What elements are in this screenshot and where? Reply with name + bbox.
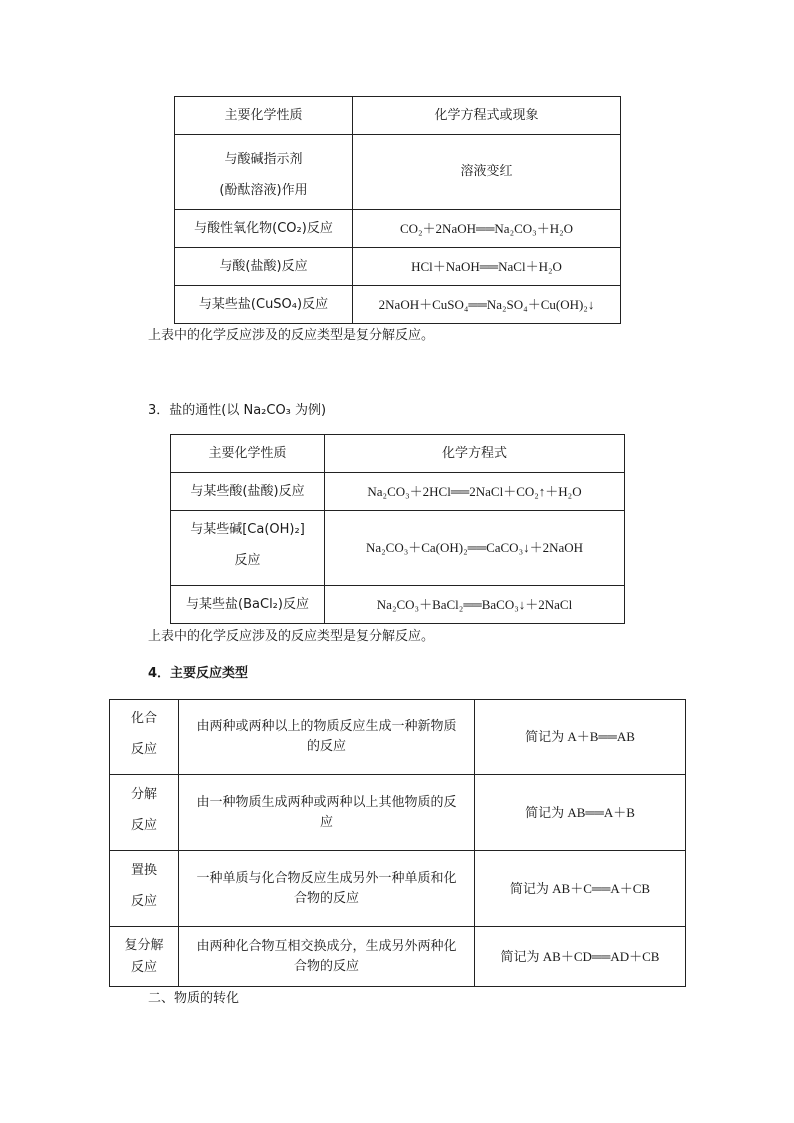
property-cell: 与某些盐(BaCl₂)反应 [171,586,325,624]
description-line-1: 由一种物质生成两种或两种以上其他物质的反 [196,794,457,810]
table-row [175,286,621,324]
type-line-2: 反应 [130,817,157,833]
table-row [110,775,686,851]
table-header-row [171,435,625,473]
value-cell: 溶液变红 [353,135,621,210]
equation-cell: HCl＋NaOH══NaCl＋H₂O [353,248,621,286]
header-equation: 化学方程式 [325,435,625,473]
equation-cell: Na₂CO₃＋BaCl₂══BaCO₃↓＋2NaCl [325,586,625,624]
description-line-1: 一种单质与化合物反应生成另外一种单质和化 [196,870,457,886]
description-line-2: 应 [319,814,333,830]
type-line-1: 复分解 [124,937,164,953]
property-cell [175,135,353,210]
type-line-1: 分解 [130,786,157,802]
description-line-1: 由两种或两种以上的物质反应生成一种新物质 [196,719,457,734]
table-row [110,851,686,927]
base-table-note: 上表中的化学反应涉及的反应类型是复分解反应。 [148,328,435,343]
description-line-2: 的反应 [306,739,346,754]
formula-cell: 简记为 AB＋C══A＋CB [475,851,686,927]
salt-properties-table [170,434,625,624]
property-line-1: 与某些碱[Ca(OH)₂] [190,522,305,537]
type-line-2: 反应 [130,959,157,975]
type-cell [110,927,179,987]
equation-cell: Na₂CO₃＋Ca(OH)₂══CaCO₃↓＋2NaOH [325,511,625,586]
header-property: 主要化学性质 [171,435,325,473]
description-line-2: 合物的反应 [293,958,359,974]
type-cell [110,851,179,927]
equation-cell: Na₂CO₃＋2HCl══2NaCl＋CO₂↑＋H₂O [325,473,625,511]
description-cell [179,775,475,851]
base-properties-table [174,96,621,324]
table-row [175,248,621,286]
property-cell: 与酸(盐酸)反应 [175,248,353,286]
reaction-types-table [109,699,686,987]
description-cell [179,927,475,987]
description-line-1: 由两种化合物互相交换成分，生成另外两种化 [196,938,457,954]
formula-cell: 简记为 A＋B══AB [475,700,686,775]
table-row [171,586,625,624]
type-cell [110,775,179,851]
equation-cell: CO₂＋2NaOH══Na₂CO₃＋H₂O [353,210,621,248]
type-line-2: 反应 [130,742,157,757]
table-row [171,511,625,586]
property-line-2: (酚酞溶液)作用 [219,183,308,198]
description-cell [179,700,475,775]
reaction-section-title: 4．主要反应类型 [148,666,249,681]
table-row [110,927,686,987]
section-two-title: 二、物质的转化 [148,991,240,1006]
formula-cell: 简记为 AB══A＋B [475,775,686,851]
property-line-2: 反应 [234,553,261,568]
table-row [110,700,686,775]
header-property: 主要化学性质 [175,97,353,135]
table-header-row [175,97,621,135]
type-line-1: 化合 [130,711,157,726]
property-line-1: 与酸碱指示剂 [224,152,303,167]
salt-table-note: 上表中的化学反应涉及的反应类型是复分解反应。 [148,629,435,644]
property-cell: 与某些盐(CuSO₄)反应 [175,286,353,324]
type-cell [110,700,179,775]
type-line-2: 反应 [130,893,157,909]
property-cell [171,511,325,586]
description-line-2: 合物的反应 [293,890,359,906]
table-row [175,210,621,248]
type-line-1: 置换 [130,862,157,878]
table-row [175,135,621,210]
salt-section-title: 3．盐的通性(以 Na₂CO₃ 为例) [148,403,327,418]
description-cell [179,851,475,927]
property-cell: 与某些酸(盐酸)反应 [171,473,325,511]
property-cell: 与酸性氧化物(CO₂)反应 [175,210,353,248]
equation-cell: 2NaOH＋CuSO₄══Na₂SO₄＋Cu(OH)₂↓ [353,286,621,324]
table-row [171,473,625,511]
header-equation: 化学方程式或现象 [353,97,621,135]
formula-cell: 简记为 AB＋CD══AD＋CB [475,927,686,987]
